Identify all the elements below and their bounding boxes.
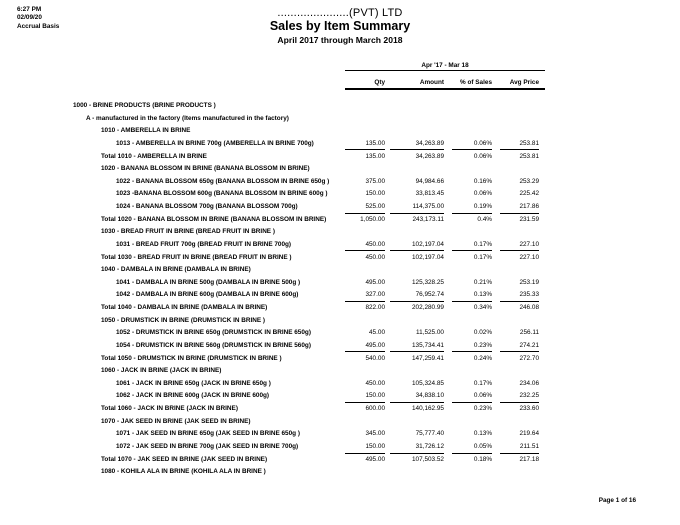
item-row: [0, 241, 680, 253]
cell-avg: 246.08: [519, 304, 539, 312]
cell-pct: 0.13%: [473, 430, 492, 438]
cell-amount: 33,813.45: [415, 190, 444, 198]
row-label: Total 1040 - DAMBALA IN BRINE (DAMBALA IN BRINE): [101, 304, 268, 312]
row-label: 1050 - DRUMSTICK IN BRINE (DRUMSTICK IN BRINE ): [101, 316, 266, 324]
item-row: [0, 380, 680, 392]
cell-qty: 135.00: [365, 139, 385, 147]
subtotal-rule: [390, 213, 444, 214]
cell-pct: 0.06%: [473, 392, 492, 400]
cell-amount: 114,375.00: [412, 203, 444, 211]
row-label: Total 1030 - BREAD FRUIT IN BRINE (BREAD FRUIT IN BRINE ): [101, 253, 292, 261]
column-group-header: Apr '17 - Mar 18: [421, 62, 469, 69]
cell-qty: 150.00: [365, 392, 385, 400]
cell-pct: 0.02%: [473, 329, 492, 337]
cell-qty: 495.00: [365, 455, 385, 463]
cell-amount: 102,197.04: [412, 253, 444, 261]
cell-avg: 256.11: [519, 329, 539, 337]
item-row: [0, 178, 680, 190]
cell-amount: 125,328.25: [412, 278, 444, 286]
cell-qty: 450.00: [365, 379, 385, 387]
row-label: 1052 - DRUMSTICK IN BRINE 650g (DRUMSTICK IN BRINE 650g): [116, 329, 311, 337]
row-label: 1022 - BANANA BLOSSOM 650g (BANANA BLOSSOM IN BRINE 650g ): [116, 177, 330, 185]
total-row: [0, 405, 680, 417]
category-heading: [0, 317, 680, 329]
item-row: [0, 329, 680, 341]
cell-avg: 231.59: [519, 215, 539, 223]
category-heading: [0, 228, 680, 240]
cell-qty: 375.00: [365, 177, 385, 185]
subtotal-rule: [500, 250, 539, 251]
cell-pct: 0.34%: [473, 304, 492, 312]
row-label: Total 1010 - AMBERELLA IN BRINE: [101, 152, 207, 160]
group-heading: [0, 102, 680, 114]
row-label: 1020 - BANANA BLOSSOM IN BRINE (BANANA BLOSSOM IN BRINE): [101, 165, 310, 173]
cell-amount: 75,777.40: [415, 430, 444, 438]
cell-pct: 0.05%: [473, 443, 492, 450]
cell-avg: 253.29: [519, 177, 539, 185]
cell-amount: 140,162.95: [412, 405, 444, 413]
item-row: [0, 279, 680, 291]
cell-avg: 211.51: [519, 443, 539, 450]
cell-qty: 150.00: [365, 443, 385, 450]
report-basis: Accrual Basis: [17, 22, 60, 30]
row-label: Total 1050 - DRUMSTICK IN BRINE (DRUMSTICK IN BRINE ): [101, 354, 282, 362]
row-label: 1060 - JACK IN BRINE (JACK IN BRINE): [101, 367, 222, 375]
cell-amount: 34,263.89: [415, 139, 444, 147]
category-heading: [0, 266, 680, 278]
subtotal-rule: [390, 453, 444, 454]
cell-amount: 94,984.66: [415, 177, 444, 185]
cell-pct: 0.23%: [473, 405, 492, 413]
row-label: 1070 - JAK SEED IN BRINE (JAK SEED IN BRINE): [101, 417, 251, 425]
item-row: [0, 140, 680, 152]
row-label: 1031 - BREAD FRUIT 700g (BREAD FRUIT IN BRINE 700g): [116, 240, 292, 248]
cell-qty: 525.00: [365, 203, 385, 211]
cell-amount: 135,734.41: [412, 341, 444, 349]
item-row: [0, 190, 680, 202]
subtotal-rule: [500, 149, 539, 150]
row-label: 1042 - DAMBALA IN BRINE 600g (DAMBALA IN BRINE 600g): [116, 291, 299, 299]
item-row: [0, 392, 680, 404]
cell-pct: 0.21%: [473, 278, 492, 286]
subtotal-rule: [452, 213, 492, 214]
cell-qty: 150.00: [365, 190, 385, 198]
row-label: 1024 - BANANA BLOSSOM 700g (BANANA BLOSSOM 700g): [116, 203, 298, 211]
row-label: 1041 - DAMBALA IN BRINE 500g (DAMBALA IN BRINE 500g ): [116, 278, 301, 286]
category-heading: [0, 165, 680, 177]
cell-avg: 272.70: [519, 354, 539, 362]
cell-qty: 345.00: [365, 430, 385, 438]
total-row: [0, 355, 680, 367]
column-header-qty: Qty: [374, 79, 385, 86]
cell-amount: 31,726.12: [415, 443, 444, 450]
cell-avg: 253.19: [519, 278, 539, 286]
cell-pct: 0.13%: [473, 291, 492, 299]
cell-qty: 327.00: [365, 291, 385, 299]
company-name: ......................(PVT) LTD: [277, 7, 403, 19]
total-row: [0, 153, 680, 165]
subgroup-heading: [0, 115, 680, 127]
cell-amount: 102,197.04: [412, 240, 444, 248]
cell-qty: 450.00: [365, 253, 385, 261]
cell-pct: 0.17%: [473, 240, 492, 248]
cell-amount: 34,838.10: [415, 392, 444, 400]
total-row: [0, 216, 680, 228]
row-label: A - manufactured in the factory (Items manufactured in the factory): [86, 114, 289, 122]
cell-amount: 11,525.00: [416, 329, 444, 337]
cell-qty: 495.00: [365, 341, 385, 349]
row-label: 1013 - AMBERELLA IN BRINE 700g (AMBERELLA IN BRINE 700g): [116, 139, 314, 147]
row-label: 1062 - JACK IN BRINE 600g (JACK IN BRINE 600g): [116, 392, 270, 400]
cell-pct: 0.23%: [473, 341, 492, 349]
subtotal-rule: [452, 250, 492, 251]
subtotal-rule: [500, 351, 539, 352]
total-row: [0, 304, 680, 316]
cell-avg: 232.25: [519, 392, 539, 400]
cell-pct: 0.17%: [473, 253, 492, 261]
cell-pct: 0.18%: [473, 455, 492, 463]
row-label: 1061 - JACK IN BRINE 650g (JACK IN BRINE 650g ): [116, 379, 271, 387]
subtotal-rule: [390, 301, 444, 302]
row-label: 1000 - BRINE PRODUCTS (BRINE PRODUCTS ): [73, 102, 216, 109]
cell-pct: 0.24%: [473, 354, 492, 362]
column-group-divider: [345, 70, 545, 71]
subtotal-rule: [452, 301, 492, 302]
item-row: [0, 443, 680, 455]
category-heading: [0, 367, 680, 379]
cell-avg: 225.42: [519, 190, 539, 198]
subtotal-rule: [345, 250, 385, 251]
subtotal-rule: [345, 213, 385, 214]
item-row: [0, 430, 680, 442]
item-row: [0, 342, 680, 354]
total-row: [0, 456, 680, 468]
category-heading: [0, 418, 680, 430]
cell-qty: 1,050.00: [360, 215, 385, 223]
subtotal-rule: [390, 149, 444, 150]
cell-avg: 253.81: [519, 139, 539, 147]
cell-qty: 600.00: [365, 405, 385, 413]
cell-pct: 0.4%: [477, 215, 492, 223]
subtotal-rule: [390, 351, 444, 352]
cell-avg: 227.10: [519, 253, 539, 261]
subtotal-rule: [345, 149, 385, 150]
cell-pct: 0.06%: [473, 190, 492, 198]
subtotal-rule: [345, 351, 385, 352]
cell-qty: 135.00: [365, 152, 385, 160]
subtotal-rule: [452, 453, 492, 454]
cell-amount: 34,263.89: [415, 152, 444, 160]
category-heading: [0, 468, 680, 480]
report-title: Sales by Item Summary: [269, 19, 411, 33]
header-divider: [345, 88, 545, 90]
category-heading: [0, 127, 680, 139]
cell-pct: 0.06%: [473, 139, 492, 147]
cell-qty: 45.00: [369, 329, 385, 337]
cell-amount: 76,952.74: [415, 291, 444, 299]
report-date: 02/09/20: [17, 14, 42, 22]
column-header-percent-of-sales: % of Sales: [460, 79, 492, 86]
cell-qty: 495.00: [365, 278, 385, 286]
cell-avg: 234.06: [519, 379, 539, 387]
row-label: 1040 - DAMBALA IN BRINE (DAMBALA IN BRINE): [101, 266, 251, 274]
cell-pct: 0.16%: [473, 177, 492, 185]
subtotal-rule: [345, 402, 385, 403]
subtotal-rule: [500, 213, 539, 214]
cell-avg: 217.18: [519, 455, 539, 463]
cell-amount: 147,259.41: [412, 354, 444, 362]
subtotal-rule: [345, 453, 385, 454]
subtotal-rule: [452, 351, 492, 352]
cell-amount: 105,324.85: [412, 379, 444, 387]
cell-qty: 822.00: [365, 304, 385, 312]
row-label: Total 1070 - JAK SEED IN BRINE (JAK SEED IN BRINE): [101, 455, 268, 463]
subtotal-rule: [390, 402, 444, 403]
row-label: Total 1060 - JACK IN BRINE (JACK IN BRINE): [101, 405, 238, 413]
row-label: Total 1020 - BANANA BLOSSOM IN BRINE (BANANA BLOSSOM IN BRINE): [101, 215, 327, 223]
cell-qty: 540.00: [365, 354, 385, 362]
cell-pct: 0.17%: [473, 379, 492, 387]
cell-avg: 235.33: [519, 291, 539, 299]
cell-avg: 217.86: [519, 203, 539, 211]
row-label: 1071 - JAK SEED IN BRINE 650g (JAK SEED IN BRINE 650g ): [116, 430, 300, 438]
total-row: [0, 254, 680, 266]
row-label: 1023 -BANANA BLOSSOM 600g (BANANA BLOSSOM IN BRINE 600g ): [116, 190, 328, 198]
cell-amount: 202,280.99: [412, 304, 444, 312]
subtotal-rule: [390, 250, 444, 251]
cell-pct: 0.19%: [473, 203, 492, 211]
subtotal-rule: [500, 453, 539, 454]
row-label: 1054 - DRUMSTICK IN BRINE 560g (DRUMSTICK IN BRINE 560g): [116, 341, 311, 349]
cell-avg: 233.60: [519, 405, 539, 413]
cell-amount: 107,503.52: [412, 455, 444, 463]
page-number: Page 1 of 16: [598, 497, 636, 504]
row-label: 1030 - BREAD FRUIT IN BRINE (BREAD FRUIT IN BRINE ): [101, 228, 275, 236]
subtotal-rule: [452, 402, 492, 403]
row-label: 1080 - KOHILA ALA IN BRINE (KOHILA ALA IN BRINE ): [101, 468, 266, 476]
item-row: [0, 203, 680, 215]
column-header-amount: Amount: [419, 79, 444, 86]
column-header-avg-price: Avg Price: [509, 79, 539, 86]
cell-avg: 227.10: [519, 240, 539, 248]
report-period: April 2017 through March 2018: [277, 35, 403, 45]
item-row: [0, 291, 680, 303]
cell-avg: 274.21: [519, 341, 539, 349]
cell-pct: 0.06%: [473, 152, 492, 160]
row-label: 1010 - AMBERELLA IN BRINE: [101, 127, 191, 135]
subtotal-rule: [345, 301, 385, 302]
subtotal-rule: [452, 149, 492, 150]
subtotal-rule: [500, 402, 539, 403]
cell-avg: 219.64: [519, 430, 539, 438]
cell-qty: 450.00: [365, 240, 385, 248]
row-label: 1072 - JAK SEED IN BRINE 700g (JAK SEED IN BRINE 700g): [116, 443, 299, 450]
cell-amount: 243,173.11: [412, 215, 444, 223]
cell-avg: 253.81: [519, 152, 539, 160]
report-time: 6:27 PM: [17, 6, 42, 13]
subtotal-rule: [500, 301, 539, 302]
